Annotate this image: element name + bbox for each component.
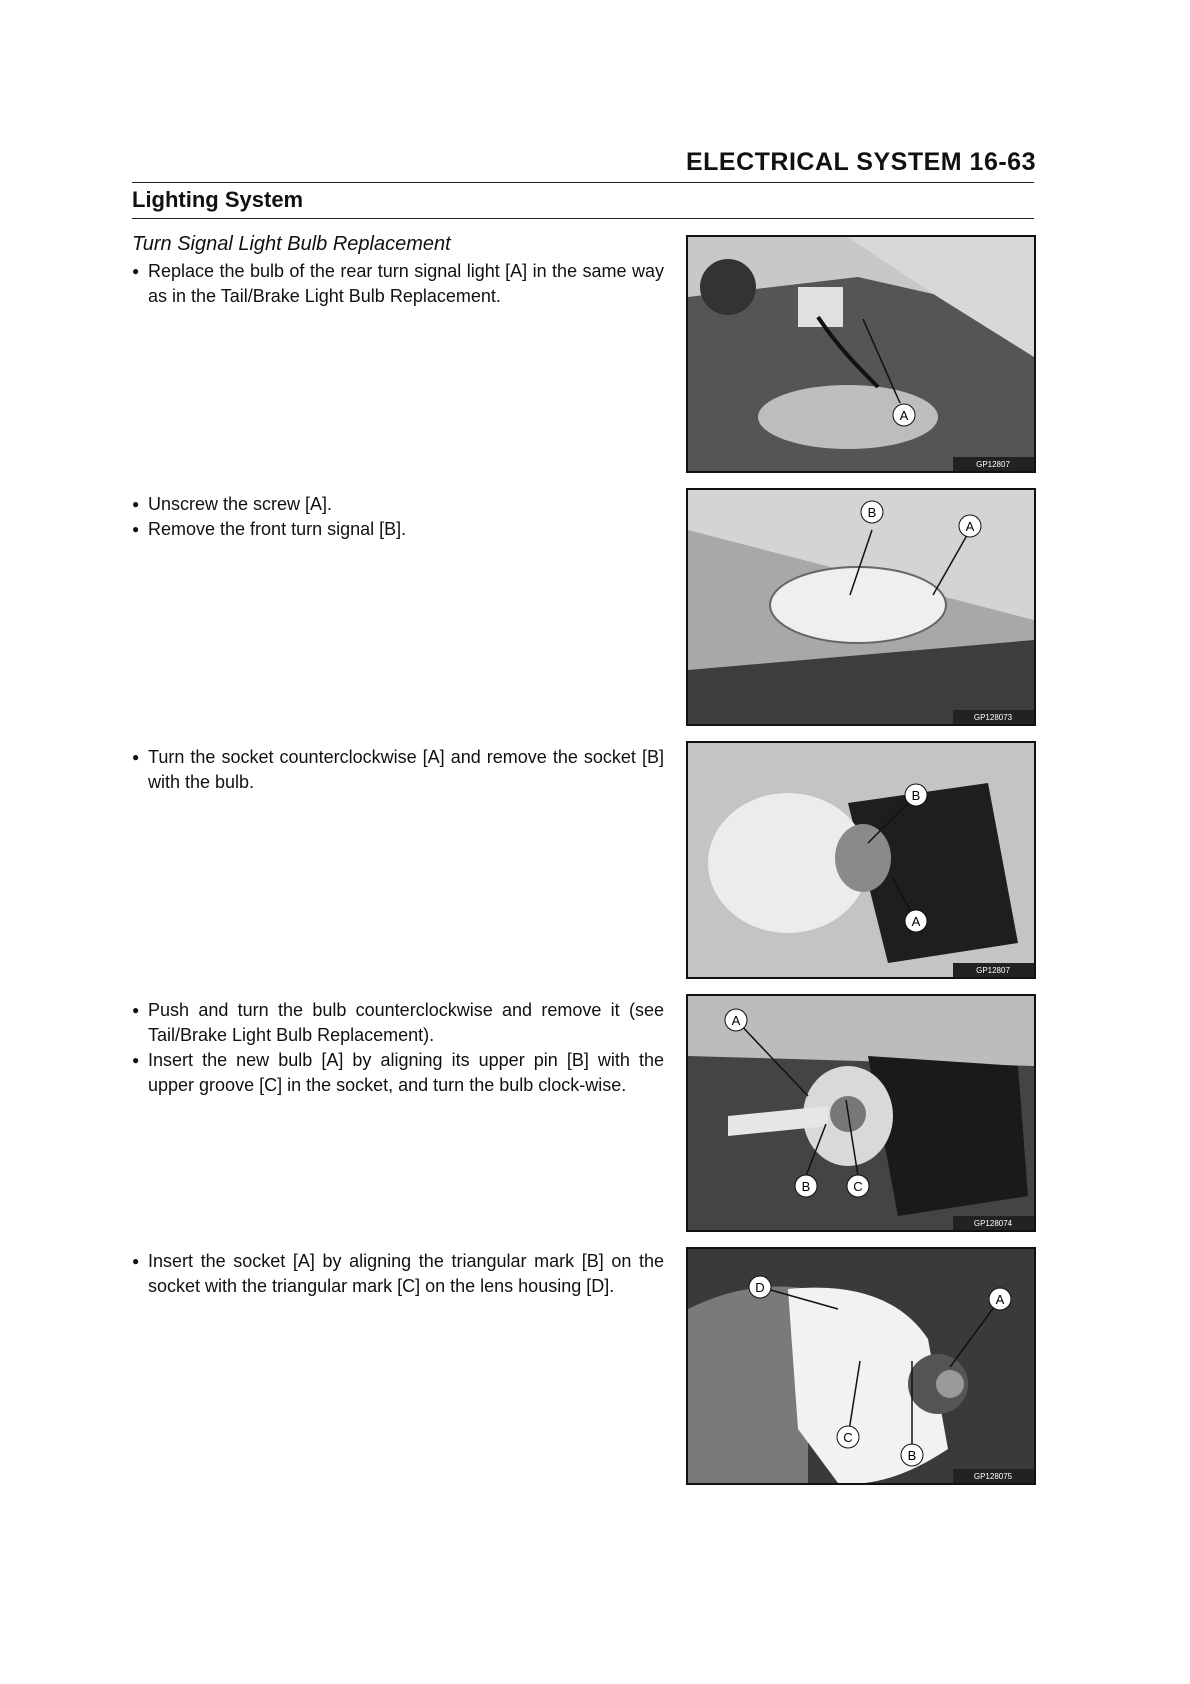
- bullet-item: ● Replace the bulb of the rear turn signal light [A] in the same way as in the Tail/Brake Light Bulb Replacement.: [132, 259, 664, 309]
- callout-label: A: [899, 408, 909, 423]
- callout-label: C: [853, 1179, 863, 1194]
- section-rule: [132, 218, 1034, 219]
- figure-socket-removal-photo: [686, 741, 1036, 979]
- callout-label: A: [995, 1292, 1005, 1307]
- photo-code: GP128073: [973, 713, 1013, 722]
- photo-code: GP12807: [976, 966, 1010, 975]
- bullet-item: ● Push and turn the bulb counterclockwise and remove it (see Tail/Brake Light Bulb Replacement).: [132, 998, 664, 1048]
- callout-label: A: [731, 1013, 741, 1028]
- section-title: Lighting System: [132, 187, 304, 212]
- photo-code: GP128075: [973, 1472, 1013, 1481]
- header-rule: [132, 182, 1034, 183]
- figure-bulb-insertion-photo: [686, 994, 1036, 1232]
- photo-code: GP128074: [973, 1219, 1013, 1228]
- figure-socket-alignment-photo: [686, 1247, 1036, 1485]
- callout-label: B: [867, 505, 877, 520]
- chapter-page-header: ELECTRICAL SYSTEM 16-63: [685, 148, 1036, 176]
- callout-label: B: [801, 1179, 811, 1194]
- photo-code: GP12807: [976, 460, 1010, 469]
- figure-rear-turn-signal-photo: [686, 235, 1036, 473]
- figure-front-turn-signal-photo: [686, 488, 1036, 726]
- callout-label: C: [843, 1430, 853, 1445]
- step-1: [132, 259, 664, 309]
- bullet-item: ● Insert the socket [A] by aligning the triangular mark [B] on the socket with the triangular mark [C] on the lens housing [D].: [132, 1249, 664, 1299]
- step-2: [132, 492, 664, 542]
- callout-label: B: [907, 1448, 917, 1463]
- step-3: [132, 745, 664, 795]
- bullet-item: ● Turn the socket counterclockwise [A] and remove the socket [B] with the bulb.: [132, 745, 664, 795]
- step-4: [132, 998, 664, 1098]
- subheading: Turn Signal Light Bulb Replacement: [132, 233, 451, 255]
- callout-label: D: [755, 1280, 765, 1295]
- callout-label: B: [911, 788, 921, 803]
- bullet-item: ● Insert the new bulb [A] by aligning its upper pin [B] with the upper groove [C] in the socket, and turn the bulb clock-wise.: [132, 1048, 664, 1098]
- callout-label: A: [911, 914, 921, 929]
- callout-label: A: [965, 519, 975, 534]
- bullet-item: ● Remove the front turn signal [B].: [132, 517, 664, 542]
- step-5: [132, 1249, 664, 1299]
- bullet-item: ● Unscrew the screw [A].: [132, 492, 664, 517]
